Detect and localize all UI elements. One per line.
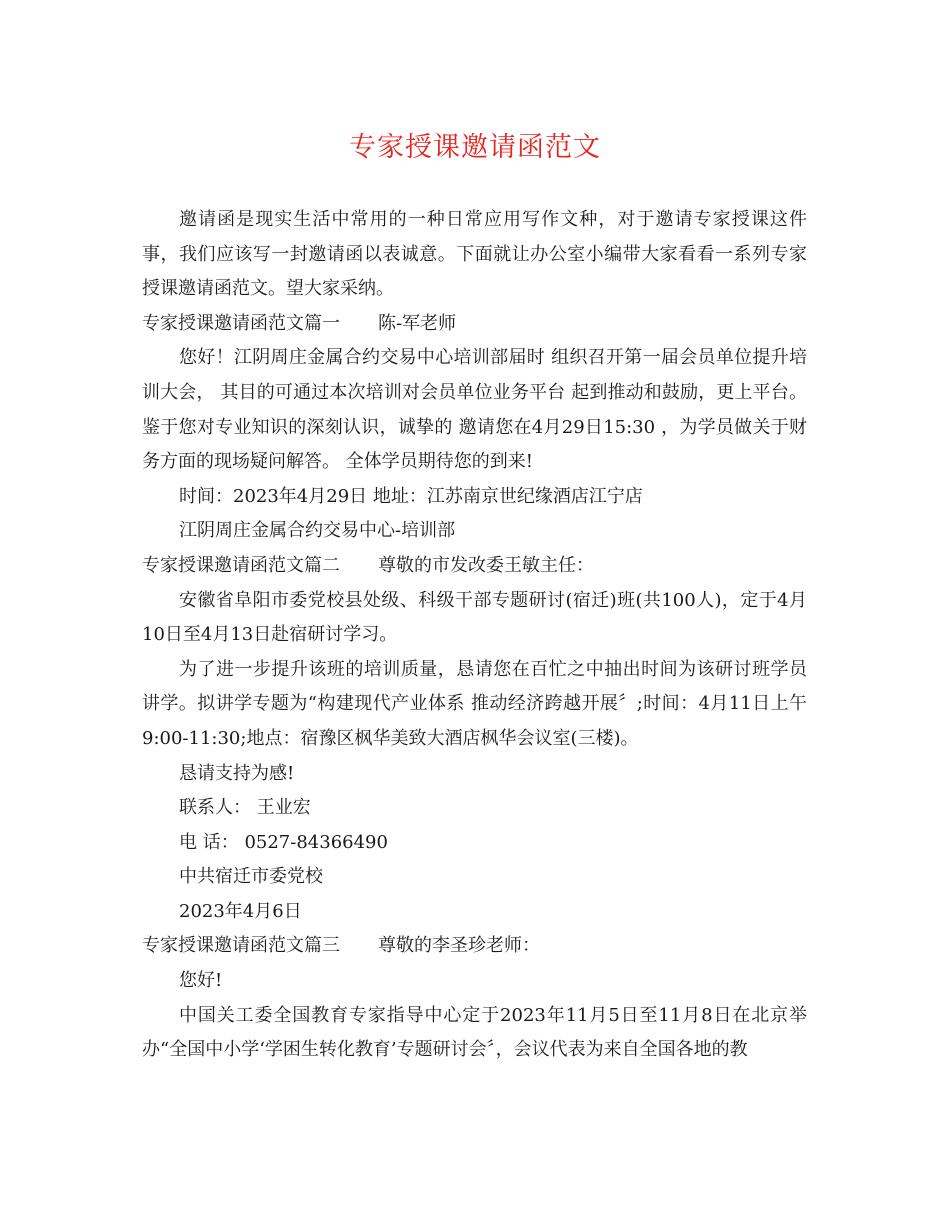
section-1-heading-line	[142, 307, 807, 342]
section-3-recipient: 尊敬的李圣珍老师：	[378, 935, 540, 957]
section-2-org: 中共宿迁市委党校	[179, 866, 323, 888]
section-2-para-2: 为了进一步提升该班的培训质量，恳请您在百忙之中抽出时间为该研讨班学员讲学。拟讲学专题为“构建现代产业体系 推动经济跨越开展〞;时间：4月11日上午9:00-11:30;地点：宿豫区枫华美致大酒店枫华会议室(三楼)。	[142, 658, 807, 749]
section-1-signature: 江阴周庄金属合约交易中心-培训部	[179, 520, 456, 542]
document-body	[142, 203, 807, 1068]
section-2-closing: 恳请支持为感!	[179, 762, 295, 784]
section-3-body: 中国关工委全国教育专家指导中心定于2023年11月5日至11月8日在北京举办“全国中小学‘学困生转化教育’专题研讨会〞，会议代表为来自全国各地的教	[142, 1004, 807, 1061]
section-2-para-1: 安徽省阜阳市委党校县处级、科级干部专题研讨(宿迁)班(共100人)，定于4月10日至4月13日赴宿研讨学习。	[142, 589, 807, 646]
section-3-heading: 专家授课邀请函范文篇三	[142, 935, 340, 957]
intro-paragraph: 邀请函是现实生活中常用的一种日常应用写作文种，对于邀请专家授课这件事，我们应该写一封邀请函以表诚意。下面就让办公室小编带大家看看一系列专家授课邀请函范文。望大家采纳。	[142, 209, 807, 300]
section-1-recipient: 陈-军老师	[378, 312, 457, 334]
section-3-greeting: 您好!	[179, 970, 223, 992]
document-title: 专家授课邀请函范文	[349, 132, 601, 163]
section-3-heading-line	[142, 929, 807, 964]
section-1-heading: 专家授课邀请函范文篇一	[142, 312, 340, 334]
section-2-phone: 电 话： 0527-84366490	[179, 831, 388, 853]
section-2-heading: 专家授课邀请函范文篇二	[142, 554, 340, 576]
section-2-heading-line	[142, 549, 807, 584]
section-1-time-place: 时间：2023年4月29日 地址：江苏南京世纪缘酒店江宁店	[179, 485, 643, 507]
section-2-contact: 联系人： 王业宏	[179, 797, 311, 819]
section-1-body: 您好！江阴周庄金属合约交易中心培训部届时 组织召开第一届会员单位提升培训大会， 其目的可通过本次培训对会员单位业务平台 起到推动和鼓励，更上平台。 鉴于您对专业知识的深刻认识，诚挚的 邀请您在4月29日15:30 ，为学员做关于财 务方面的现场疑问解答。 全体学员期待您的到来!	[142, 347, 807, 473]
section-2-date: 2023年4月6日	[179, 900, 302, 922]
section-2-recipient: 尊敬的市发改委王敏主任：	[378, 554, 594, 576]
